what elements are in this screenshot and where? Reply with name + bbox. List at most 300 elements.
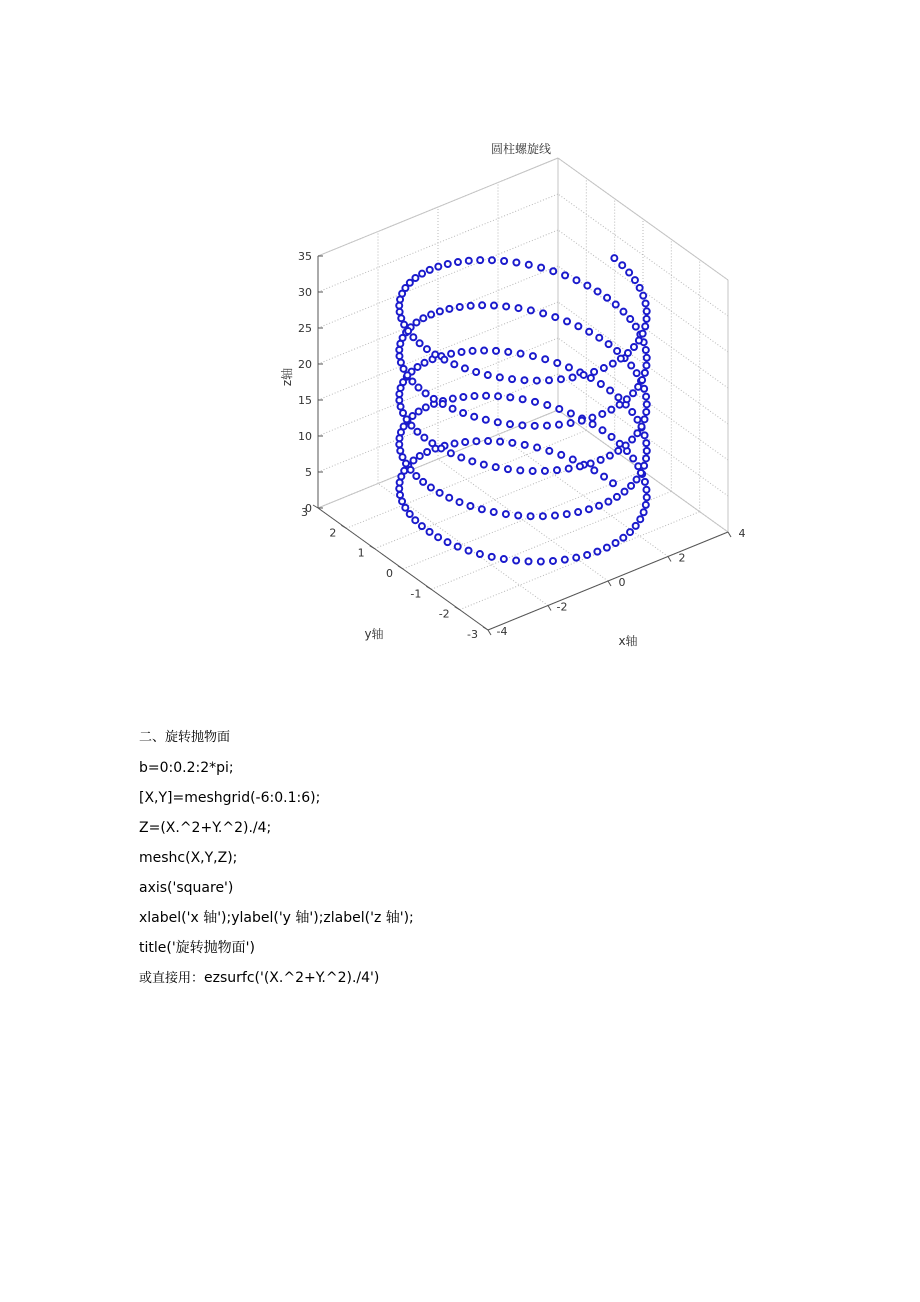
helix-point [483, 393, 489, 399]
helix-point [556, 422, 562, 428]
tick-mark [488, 630, 491, 635]
helix-point [556, 406, 562, 412]
helix-point [460, 410, 466, 416]
helix-point [623, 442, 629, 448]
helix-point [622, 489, 628, 495]
helix-point [469, 458, 475, 464]
helix-point [564, 511, 570, 517]
y-tick-label: -2 [438, 607, 450, 621]
helix-point [401, 366, 407, 372]
x-tick-label: -2 [556, 600, 568, 614]
tick-mark [398, 566, 403, 569]
helix-point [634, 417, 640, 423]
helix-point [608, 407, 614, 413]
z-tick-label: 15 [298, 394, 312, 407]
helix-point [630, 390, 636, 396]
helix-point [644, 494, 650, 500]
helix-point [427, 267, 433, 273]
grid-line [318, 266, 558, 364]
helix-point [509, 440, 515, 446]
helix-point [575, 509, 581, 515]
helix-point [495, 393, 501, 399]
helix-point [629, 409, 635, 415]
helix-point [639, 377, 645, 383]
helix-point [451, 361, 457, 367]
helix-point [615, 394, 621, 400]
code-line: b=0:0.2:2*pi; [139, 760, 234, 776]
helix-point [642, 479, 648, 485]
helix-point [644, 308, 650, 314]
helix-point [396, 347, 402, 353]
helix-point [575, 323, 581, 329]
helix-point [398, 315, 404, 321]
helix-point [402, 505, 408, 511]
helix-point [505, 466, 511, 472]
helix-point [619, 262, 625, 268]
helix-point [507, 421, 513, 427]
helix-point [397, 479, 403, 485]
helix-point [438, 445, 444, 451]
helix-point [481, 462, 487, 468]
y-tick-label: 1 [357, 546, 365, 560]
z-tick-label: 25 [298, 322, 312, 335]
helix-point [589, 415, 595, 421]
helix-point [558, 452, 564, 458]
helix-point [595, 288, 601, 294]
helix-point [552, 314, 558, 320]
helix-point [410, 457, 416, 463]
helix-point [544, 423, 550, 429]
helix-point [401, 322, 407, 328]
y-tick-label: -1 [410, 587, 422, 601]
helix-point [573, 277, 579, 283]
helix-point [437, 490, 443, 496]
helix-point [412, 275, 418, 281]
helix-point [633, 523, 639, 529]
helix-point [614, 494, 620, 500]
helix-point [405, 328, 411, 334]
helix-point [466, 258, 472, 264]
helix-point [615, 448, 621, 454]
helix-point [644, 401, 650, 407]
helix-point [441, 357, 447, 363]
helix-point [554, 467, 560, 473]
helix-point [445, 539, 451, 545]
helix-point [521, 377, 527, 383]
helix-point [641, 463, 647, 469]
helix-point [532, 399, 538, 405]
helix-point [470, 348, 476, 354]
helix-point [638, 470, 644, 476]
z-tick-label: 10 [298, 430, 312, 443]
helix-point [610, 361, 616, 367]
helix-point [427, 529, 433, 535]
helix-point [526, 262, 532, 268]
helix-point [398, 404, 404, 410]
helix-point [450, 396, 456, 402]
helix-point [643, 487, 649, 493]
helix-point [417, 453, 423, 459]
helix-point [424, 449, 430, 455]
helix-point [598, 381, 604, 387]
helix-points [396, 255, 650, 564]
helix-point [640, 331, 646, 337]
helix-point [501, 556, 507, 562]
helix-point [404, 372, 410, 378]
helix-point [564, 318, 570, 324]
helix-point [481, 348, 487, 354]
grid-line [318, 194, 558, 292]
code-line: Z=(X.^2+Y.^2)./4; [139, 820, 272, 836]
z-tick-label: 35 [298, 250, 312, 263]
helix-point [554, 360, 560, 366]
helix-point [415, 364, 421, 370]
helix-point [422, 360, 428, 366]
helix-point [643, 300, 649, 306]
grid-line [403, 471, 643, 569]
helix-point [446, 306, 452, 312]
helix-point [562, 557, 568, 563]
helix-point [606, 341, 612, 347]
helix-point [398, 385, 404, 391]
helix-point [594, 549, 600, 555]
helix-point [495, 419, 501, 425]
helix-point [546, 377, 552, 383]
helix-point [468, 303, 474, 309]
alt-code: ezsurfc('(X.^2+Y.^2)./4') [204, 970, 380, 986]
x-tick-label: 0 [618, 576, 626, 589]
helix-point [604, 545, 610, 551]
helix-point [552, 513, 558, 519]
helix-point [446, 495, 452, 501]
helix-point [570, 457, 576, 463]
helix-point [456, 499, 462, 505]
helix-point [513, 260, 519, 266]
helix-point [429, 440, 435, 446]
helix-point [396, 391, 402, 397]
helix-point [540, 310, 546, 316]
helix-point [538, 559, 544, 565]
helix-point [613, 540, 619, 546]
helix-point [596, 503, 602, 509]
helix-point [396, 435, 402, 441]
helix-point [566, 364, 572, 370]
z-axis-label: z轴 [280, 367, 294, 387]
helix-point [643, 394, 649, 400]
helix-point [607, 388, 613, 394]
helix-point [459, 349, 465, 355]
helix-point [417, 340, 423, 346]
helix-point [546, 448, 552, 454]
axes-grid [318, 158, 728, 630]
helix-point [517, 467, 523, 473]
helix-point [457, 304, 463, 310]
helix-point [534, 378, 540, 384]
tick-mark [728, 532, 731, 537]
helix-point [408, 467, 414, 473]
helix-point [642, 323, 648, 329]
tick-mark [341, 525, 346, 528]
helix-point [624, 396, 630, 402]
helix-point [416, 408, 422, 414]
tick-mark [483, 627, 488, 630]
helix-point [519, 422, 525, 428]
tick-mark [548, 606, 551, 611]
code-line: xlabel('x 轴');ylabel('y 轴');zlabel('z 轴'); [139, 910, 414, 926]
helix-point [491, 303, 497, 309]
helix-point [419, 523, 425, 529]
helix-point [635, 384, 641, 390]
helix-point [397, 309, 403, 315]
helix-point [455, 259, 461, 265]
helix-point [455, 544, 461, 550]
y-tick-label: 0 [386, 567, 393, 580]
x-axis-label: x轴 [618, 634, 638, 648]
helix-point [397, 448, 403, 454]
helix-point [566, 466, 572, 472]
helix-point [471, 393, 477, 399]
helix-point [599, 427, 605, 433]
helix-point [420, 315, 426, 321]
helix-point [627, 529, 633, 535]
helix-point [493, 464, 499, 470]
helix-point [628, 483, 634, 489]
helix-point [626, 270, 632, 276]
y-tick-label: 3 [301, 506, 308, 519]
helix-point [515, 305, 521, 311]
helix-point [617, 402, 623, 408]
helix-point [631, 344, 637, 350]
helix-point [629, 437, 635, 443]
helix-point [644, 316, 650, 322]
helix-point [462, 439, 468, 445]
code-line: meshc(X,Y,Z); [139, 850, 238, 866]
helix-point [632, 277, 638, 283]
helix-point [628, 363, 634, 369]
helix-point [466, 548, 472, 554]
helix-point [550, 268, 556, 274]
helix-point [604, 295, 610, 301]
helix-point [601, 365, 607, 371]
z-tick-label: 20 [298, 358, 312, 371]
helix-point [415, 385, 421, 391]
helix-point [509, 376, 515, 382]
helix-point [540, 513, 546, 519]
box-edge [558, 158, 728, 280]
helix-point [532, 423, 538, 429]
helix-point [633, 324, 639, 330]
helix-point [641, 509, 647, 515]
helix-point [419, 271, 425, 277]
helix-point [637, 516, 643, 522]
code-line: title('旋转抛物面') [139, 940, 255, 956]
helix-point [432, 352, 438, 358]
helix-point [570, 374, 576, 380]
helix-point [528, 307, 534, 313]
helix-point [528, 513, 534, 519]
helix-point [460, 394, 466, 400]
helix-point [643, 347, 649, 353]
helix-point [421, 435, 427, 441]
helix-point [643, 455, 649, 461]
helix-point [643, 409, 649, 415]
helix-point [637, 285, 643, 291]
helix-point [643, 362, 649, 368]
helix-point [568, 410, 574, 416]
helix-point [396, 486, 402, 492]
helix-point [634, 430, 640, 436]
helix-point [414, 429, 420, 435]
helix-point [477, 551, 483, 557]
helix-point [471, 414, 477, 420]
helix-point [437, 308, 443, 314]
helix-point [397, 297, 403, 303]
helix-point [412, 517, 418, 523]
helix-point [489, 257, 495, 263]
helix-point [410, 334, 416, 340]
helix-point [642, 416, 648, 422]
tick-mark [608, 581, 611, 586]
section-heading: 二、旋转抛物面 [139, 730, 231, 745]
helix-point [396, 441, 402, 447]
helix-point [515, 513, 521, 519]
code-line: [X,Y]=meshgrid(-6:0.1:6); [139, 790, 321, 806]
helix-point [639, 423, 645, 429]
helix-point [550, 558, 556, 564]
helix-point [625, 350, 631, 356]
helix-point [403, 461, 409, 467]
helix-point [591, 467, 597, 473]
helix-point [586, 329, 592, 335]
helix-point [642, 370, 648, 376]
helix-point [448, 351, 454, 357]
tick-mark [370, 546, 375, 549]
y-tick-label: 2 [329, 526, 337, 540]
code-line: axis('square') [139, 880, 234, 896]
helix-point [497, 374, 503, 380]
helix-point [396, 303, 402, 309]
tick-mark [455, 607, 460, 610]
helix-point [431, 396, 437, 402]
helix-point [445, 261, 451, 267]
helix-point [644, 448, 650, 454]
helix-point [618, 356, 624, 362]
helix-point [467, 503, 473, 509]
helix-point [399, 498, 405, 504]
helix-point [627, 316, 633, 322]
helix-point [400, 454, 406, 460]
helix-point [483, 417, 489, 423]
helix-point [413, 473, 419, 479]
helix-point [489, 554, 495, 560]
helix-point [586, 506, 592, 512]
helix-point [435, 264, 441, 270]
helix-point [485, 372, 491, 378]
helix-point [409, 378, 415, 384]
helix-point [440, 401, 446, 407]
helix-point [573, 555, 579, 561]
helix-point [477, 257, 483, 263]
helix-point [503, 303, 509, 309]
helix-point [423, 390, 429, 396]
helix-point [588, 375, 594, 381]
z-tick-label: 5 [305, 466, 312, 479]
helix-point [568, 420, 574, 426]
alt-prefix: 或直接用： [139, 971, 205, 986]
helix-point [590, 421, 596, 427]
helix-point [634, 370, 640, 376]
helix-point [424, 346, 430, 352]
helix-point [542, 468, 548, 474]
helix-point [630, 456, 636, 462]
helix-point [534, 445, 540, 451]
y-axis-label: y轴 [364, 627, 384, 641]
helix-point [435, 534, 441, 540]
helix-point [558, 376, 564, 382]
helix-point [520, 396, 526, 402]
helix-point [542, 356, 548, 362]
helix-point [397, 341, 403, 347]
helix-point [526, 558, 532, 564]
x-tick-label: 4 [738, 527, 746, 540]
helix-point [485, 438, 491, 444]
helix-point [396, 353, 402, 359]
helix-point [588, 460, 594, 466]
x-tick-label: 2 [678, 551, 686, 565]
helix-point [643, 502, 649, 508]
helix-point [636, 337, 642, 343]
helix-point [501, 258, 507, 264]
helix-point [610, 480, 616, 486]
helix-point [640, 293, 646, 299]
helix-point [591, 369, 597, 375]
helix-point [607, 453, 613, 459]
helix-point [428, 485, 434, 491]
box-edge [318, 158, 558, 256]
helix-point [420, 479, 426, 485]
helix-point [407, 511, 413, 517]
helix-point [544, 402, 550, 408]
tick-mark [668, 557, 671, 562]
helix-point [598, 457, 604, 463]
helix-point [581, 372, 587, 378]
helix-point [400, 410, 406, 416]
helix-point [479, 506, 485, 512]
helix-point [584, 552, 590, 558]
helix-point [413, 319, 419, 325]
helix-point [644, 355, 650, 361]
helix-point [530, 353, 536, 359]
helix-point [398, 359, 404, 365]
helix-point [503, 511, 509, 517]
helix-point [613, 302, 619, 308]
helix-point [473, 369, 479, 375]
helix-point [397, 492, 403, 498]
helix-point [577, 463, 583, 469]
helix-point [513, 558, 519, 564]
z-tick-label: 0 [305, 502, 312, 515]
helix-point [408, 423, 414, 429]
z-tick-label: 30 [298, 286, 312, 299]
grid-line [460, 512, 700, 610]
helix-point [473, 438, 479, 444]
document-text [139, 726, 839, 996]
helix-point [507, 394, 513, 400]
helix-point [599, 411, 605, 417]
x-tick-label: -4 [496, 625, 508, 638]
helix-point [614, 348, 620, 354]
helix-point [596, 335, 602, 341]
